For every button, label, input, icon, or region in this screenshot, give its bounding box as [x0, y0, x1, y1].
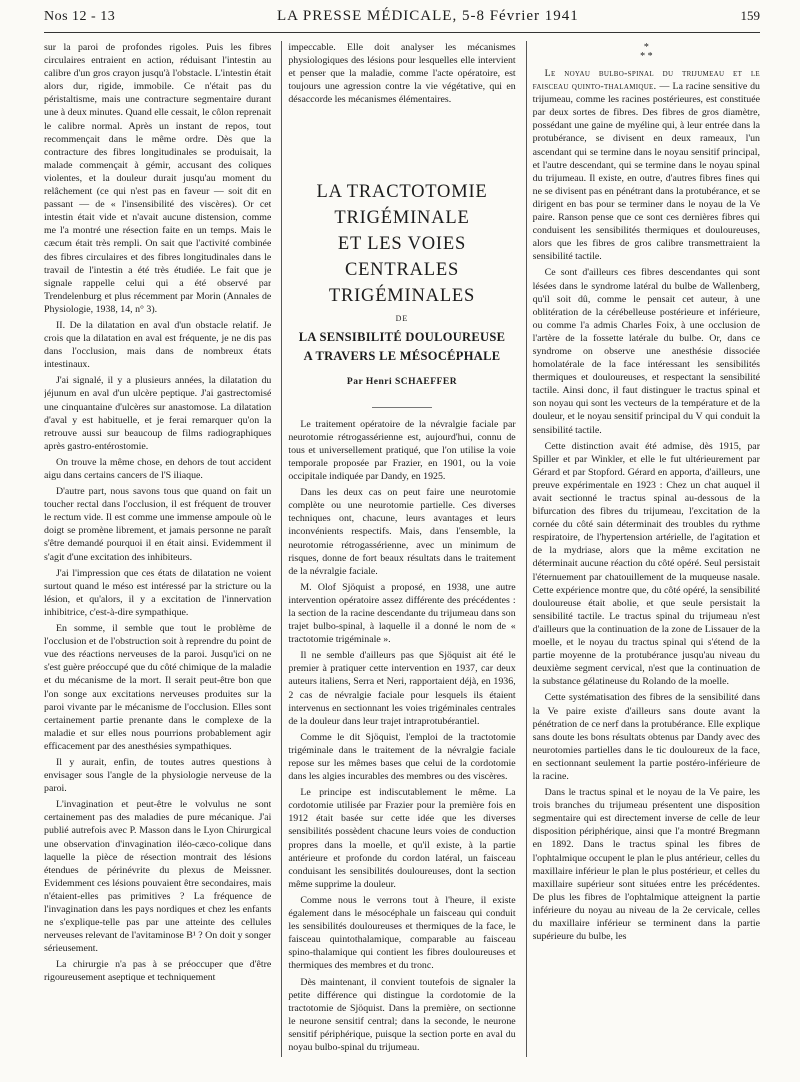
- section-lead-paragraph: [533, 67, 760, 263]
- paragraph: Ce sont d'ailleurs ces fibres descendantes qui sont lésées dans le syndrome latéral du bulbe de Wallenberg, qu'il soit dû, comme le pensait cet auteur, à une oblitération de la cérébelleuse postérieure et inférieure, ou comme l'a admis Charles Foix, à une occlusion de l'artère de la fossette latérale du bulbe. Or, dans ce syndrome on observe une anesthésie dissociée homolatérale de la face intéressant les sensibilités thermiques et douloureuses, et respectant la sensibilité tactile. Ainsi donc, il faut distinguer le tractus spinal et son noyau qui sont les vecteurs de la température et de la douleur, et le noyau sensitif principal du V qui conduit la sensibilité tactile.: [532, 267, 760, 436]
- paragraph: Comme le dit Sjöquist, l'emploi de la tractotomie trigéminale dans le traitement de la névralgie faciale repose sur les mêmes bases que celui de la cordotomie dans les algies incurables des membres ou des viscères.: [288, 731, 516, 783]
- paragraph: On trouve la même chose, en dehors de tout accident aigu dans certains cancers de l'S iliaque.: [44, 456, 272, 481]
- page-number: 159: [740, 8, 760, 23]
- article-author: Par Henri SCHAEFFER: [346, 376, 458, 387]
- paragraph: D'autre part, nous savons tous que quand on fait un toucher rectal dans l'occlusion, il est fréquent de trouver le rectum vide. Il est comme une immense ampoule où le doigt se promène librement, et jamais personne ne paraît s'être demandé pourquoi il en était ainsi. Evidemment il s'agit d'une excitation des inhibiteurs.: [44, 486, 272, 563]
- paragraph: Il y aurait, enfin, de toutes autres questions à envisager sous l'angle de la physiologie nerveuse de la paroi.: [44, 756, 272, 795]
- paragraph: Le principe est indiscutablement le même. La cordotomie utilisée par Frazier pour la première fois en 1912 était basée sur cette idée que les diverses sensibilités possèdent chacune leurs voies de conduction propres dans la moelle, et qu'il existe, à la partie antérieure et profonde du cordon latéral, un faisceau conduisant les sensibilités douloureuses, dont la section même supprime la douleur.: [288, 787, 516, 890]
- paragraph: En somme, il semble que tout le problème de l'occlusion et de l'obstruction soit à reprendre du point de vue des réactions nerveuses de la paroi. Jusqu'ici on ne s'est guère préoccupé que du côté chimique de la maladie et du mécanisme de la mort. Il serait peut-être bon que l'on songe aux excitations nerveuses produites sur la paroi vivante par le mécanisme de l'occlusion. Elles sont certainement partie prenante dans le complexe de la maladie et sur elles nous pourrions probablement agir efficacement par des anesthésies sympathiques.: [44, 623, 272, 752]
- paragraph: J'ai l'impression que ces états de dilatation ne voient surtout quand le méso est intéressé par la stricture ou la lésion, et qu'alors, il y a excitation de l'innervation inhibitrice, c'est-à-dire sympathique.: [44, 567, 272, 618]
- asterism-top: *: [643, 42, 649, 53]
- article-subtitle-line: LA SENSIBILITÉ DOULOUREUSE: [298, 329, 506, 344]
- column-2: [281, 41, 515, 1057]
- article-title-line: TRIGÉMINALES: [328, 286, 476, 307]
- section-asterism: [533, 43, 760, 61]
- article-title-line: ET LES VOIES CENTRALES: [337, 234, 467, 281]
- article-columns: [44, 41, 760, 1057]
- article-subtitle-line: A TRAVERS LE MÉSOCÉPHALE: [303, 348, 501, 363]
- paragraph: Comme nous le verrons tout à l'heure, il existe également dans le mésocéphale un faisceau qui conduit les sensibilités douloureuses et thermiques de la face, le faisceau quintothalamique, comparable au faisceau spino-thalamique qui contient les fibres douloureuses et thermiques des membres et du tronc.: [288, 894, 516, 972]
- paragraph: Cette distinction avait été admise, dès 1915, par Spiller et par Winkler, et elle le fut ultérieurement par Gérard et par Stopford. Gérard en apporta, d'ailleurs, une preuve expérimentale en 1923 : Chez un chat auquel il avait sectionné le tractus spinal au-dessous de la bifurcation des fibres du trijumeau, l'excitation de la cornée du côté sain déterminait des troubles du rythme respiratoire, de l'hypertension artérielle, de l'agitation et de la mydriase, alors que la même excitation ne déterminait aucune réaction du côté opéré. Seul persistait l'éternuement par chatouillement de la muqueuse nasale. Cette expérience montre que, du côté opéré, la sensibilité douloureuse était abolie, et que seule persistait la sensibilité tactile. Le tractus spinal du trijumeau n'est d'ailleurs que la continuation de la zone de Lissauer de la moelle, et le noyau du tractus spinal qui s'étend de la partie moyenne de la protubérance jusqu'au niveau du deuxième segment cervical, n'est que la continuation de la substance gélatineuse du Rolando de la moelle.: [532, 440, 760, 688]
- paragraph: La chirurgie n'a pas à se préoccuper que d'être rigoureusement aseptique et techniquement: [44, 959, 272, 984]
- paragraph: Le traitement opératoire de la névralgie faciale par neurotomie rétrogassérienne est, aujourd'hui, connu de tous et universellement pratiqué, que l'on utilise la voie temporale proposée par Frazier, en 1901, ou la voie occipitale indiquée par Dandy, en 1925.: [288, 418, 516, 483]
- article-title-connector: DE: [395, 314, 409, 324]
- section-heading: Le noyau bulbo-spinal du trijumeau et le faisceau quinto-thalamique. —: [532, 68, 760, 93]
- issue-number: Nos 12 - 13: [44, 9, 116, 24]
- article-title-block: [288, 109, 515, 417]
- title-rule: [372, 407, 432, 408]
- running-header: [44, 8, 760, 33]
- paragraph: L'invagination et peut-être le volvulus ne sont certainement pas des maladies de pure mécanique. J'ai publié autrefois avec P. Masson dans le Lyon Chirurgical une observation d'invagination iléo-cæco-colique dans laquelle la pièce de résection montrait des lésions étendues de périnévrite du plexus de Meissner. Evidemment ces lésions pouvaient être secondaires, mais n'étaient-elles pas primitives ? La fréquence de l'invagination dans les pays nordiques et chez les enfants ne s'explique-telle pas par une atteinte des cellules nerveuses relevant de l'avitaminose B¹ ? On doit y songer sérieusement.: [44, 799, 272, 955]
- column-3: [526, 41, 760, 1057]
- section-lead-text: La racine sensitive du trijumeau, comme les racines postérieures, est constituée par deux sortes de fibres. Des fibres de gros diamètre, possédant une gaine de myéline qui, à leur entrée dans la protubérance, se divisent en deux rameaux, l'un ascendant qui se termine dans le noyau sensitif principal, et l'autre descendant, qui se termine dans le noyau spinal du trijumeau. Il existe, en outre, d'autres fibres fines qui ne se divisent pas en pénétrant dans la protubérance, et se dirigent en bas pour se terminer dans le noyau de la Ve paire. Ranson pense que ce sont ces dernières fibres qui conduisent les sensibilités thermiques et douloureuses, alors que les fibres de gros calibre transmettraient la sensibilité tactile.: [532, 81, 760, 263]
- paragraph: II. De la dilatation en aval d'un obstacle relatif. Je crois que la dilatation en aval est fréquente, je ne dis pas dans l'occlusion, mais dans de nombreux états intestinaux.: [44, 319, 272, 371]
- column-1: [44, 41, 271, 1057]
- journal-title: LA PRESSE MÉDICALE, 5-8 Février 1941: [276, 8, 579, 24]
- article-title-line: LA TRACTOTOMIE: [316, 182, 488, 203]
- paragraph: J'ai signalé, il y a plusieurs années, la dilatation du jéjunum en aval d'un ulcère peptique. J'ai gastrectomisé une cinquantaine d'ulcères sur anastomose. La dilatation d'aval y est habituelle, et je ferai remarquer qu'on la retrouve aussi sur beaucoup de films radiographiques après gastro-entérostomie.: [44, 375, 272, 452]
- paragraph: sur la paroi de profondes rigoles. Puis les fibres circulaires entraient en action, réduisant l'intestin au calibre d'un gros crayon jusqu'à l'obstacle. L'intestin était alors dur, rigide, immobile. Ce n'était pas du péristaltisme, mais une contracture segmentaire durant une à deux minutes. Quand elle cessait, le côlon reprenait le calibre normal. Après un instant de repos, tout recommençait dans le même ordre. Dès que la contracture des fibres longitudinales se produisait, la malade commençait à gémir, accusant des coliques violentes, et la douleur durait jusqu'au moment du relâchement (ce qui n'est pas en faveur — soit dit en passant — de « l'insensibilité des viscères). Or cet intestin était vide et n'avait aucune distension, comme me l'a montré une résection faite en un temps. Mais le cæcum était très rempli. On sait que l'activité combinée des fibres circulaires et des fibres longitudinales dans le travail de l'intestin a été très étudiée. Le fait que je signale rappelle celui qui a été observé par Trendelenburg et plus récemment par Morin (Annales de Physiologie, 1938, 14, n° 3).: [44, 42, 272, 315]
- article-title-line: TRIGÉMINALE: [334, 208, 470, 229]
- paragraph: Dans le tractus spinal et le noyau de la Ve paire, les trois branches du trijumeau présentent une disposition segmentaire qui est directement inverse de celle de leur disposition périphérique, ainsi que l'a montré Bregmann en 1892. Dans le tractus spinal les fibres de l'ophtalmique occupent le plan le plus antérieur, celles du maxillaire inférieur le plan le plus postérieur, et celles du maxillaire supérieur sont situées entre les précédentes. De plus les fibres de l'ophtalmique atteignent la partie inférieure du noyau au niveau de la 2e cervicale, celles du maxillaire inférieur se terminent dans la partie supérieure du bulbe, les: [532, 787, 760, 943]
- asterism-bottom: * *: [640, 51, 653, 62]
- paragraph: M. Olof Sjöquist a proposé, en 1938, une autre intervention opératoire assez différente des précédentes : la section de la racine descendante du trijumeau dans son trajet bulbo-spinal, à laquelle il a donné le nom de « tractotomie trigéminale ».: [288, 581, 516, 646]
- paragraph: Il ne semble d'ailleurs pas que Sjöquist ait été le premier à pratiquer cette intervention en 1937, car deux auteurs italiens, Serra et Neri, rapportaient déjà, en 1936, 2 cas de névralgie faciale pour lesquels ils étaient intervenus en sectionnant les voies trigéminales centrales de la douleur dans leur trajet intraprotubérantiel.: [288, 650, 516, 727]
- paragraph: impeccable. Elle doit analyser les mécanismes physiologiques des lésions pour lesquelles elle intervient et penser que la maladie, comme l'acte opératoire, est toujours une agression contre la vie végétative, qui en désaccorde les mécanismes élémentaires.: [288, 42, 516, 106]
- paragraph: Cette systématisation des fibres de la sensibilité dans la Ve paire existe d'ailleurs sans doute avant la pénétration de ce nerf dans la protubérance. Elle explique sans doute les bons résultats obtenus par Dandy avec des neurotomies partielles dans le tic douloureux de la face, en sectionnant seulement la partie postéro-inférieure de la racine.: [532, 692, 760, 782]
- paragraph: Dans les deux cas on peut faire une neurotomie complète ou une neurotomie partielle. Ces diverses techniques ont, chacune, leurs avantages et leurs inconvénients respectifs. Mais, dans l'ensemble, la neurotomie rétrogassérienne, avec un minimum de risques, donne de fort beaux résultats dans le traitement de la névralgie faciale.: [288, 487, 516, 577]
- paragraph: Dès maintenant, il convient toutefois de signaler la petite différence qui distingue la cordotomie de la tractotomie de Sjöquist. Dans la première, on sectionne le neurone sensitif central; dans la seconde, le neurone sensitif périphérique, puisque la section porte en aval du noyau bulbo-spinal du trijumeau.: [288, 976, 516, 1053]
